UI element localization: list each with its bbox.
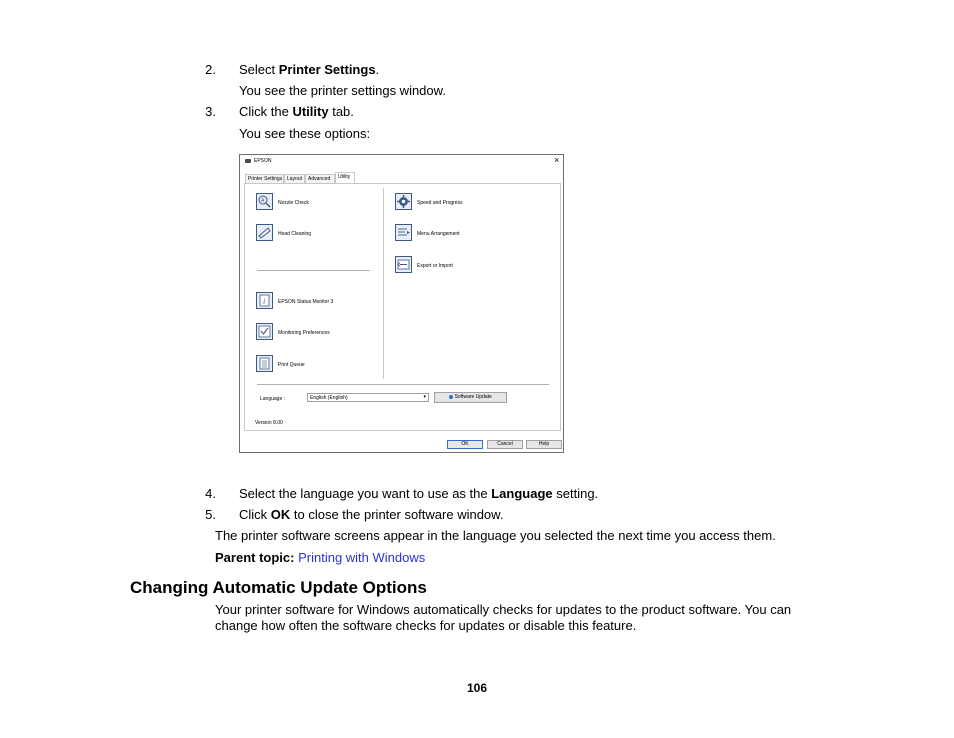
monitoring-preferences-label[interactable]: Monitoring Preferences bbox=[278, 330, 330, 336]
export-import-label[interactable]: Export or Import bbox=[417, 263, 453, 269]
tab-advanced[interactable]: Advanced bbox=[305, 174, 335, 183]
tab-layout[interactable]: Layout bbox=[284, 174, 305, 183]
menu-arrangement-label[interactable]: Menu Arrangement bbox=[417, 231, 460, 237]
parent-topic-link[interactable]: Printing with Windows bbox=[298, 550, 426, 565]
step-text-end: tab. bbox=[328, 104, 354, 119]
section-body-line-1: Your printer software for Windows automatically checks for updates to the product software. You can bbox=[215, 602, 792, 617]
page-number: 106 bbox=[466, 681, 488, 695]
gear-icon[interactable] bbox=[395, 193, 412, 210]
step-text-end: . bbox=[375, 62, 380, 77]
window-titlebar bbox=[240, 155, 563, 169]
info-icon[interactable] bbox=[256, 292, 273, 309]
close-icon[interactable]: × bbox=[554, 155, 560, 165]
cancel-button[interactable]: Cancel bbox=[487, 440, 523, 449]
step-number: 3. bbox=[205, 104, 216, 119]
column-separator bbox=[383, 188, 384, 379]
speed-progress-label[interactable]: Speed and Progress bbox=[417, 200, 463, 206]
step-bold: Language bbox=[491, 486, 553, 501]
software-update-label: Software Update bbox=[454, 394, 492, 400]
section-divider bbox=[257, 270, 370, 271]
window-title: EPSON bbox=[254, 158, 272, 164]
print-queue-label[interactable]: Print Queue bbox=[278, 362, 305, 368]
printer-icon bbox=[245, 159, 251, 163]
step-number: 2. bbox=[205, 62, 216, 77]
menu-arrangement-icon[interactable] bbox=[395, 224, 412, 241]
svg-text:i: i bbox=[263, 297, 266, 306]
step-text: Select bbox=[239, 62, 279, 77]
parent-topic bbox=[215, 550, 425, 566]
panel-divider bbox=[257, 384, 549, 385]
print-queue-icon[interactable] bbox=[256, 355, 273, 372]
head-cleaning-icon[interactable] bbox=[256, 224, 273, 241]
tab-printer-settings[interactable]: Printer Settings bbox=[245, 174, 284, 183]
step-bold: Utility bbox=[292, 104, 329, 119]
ok-button[interactable]: OK bbox=[447, 440, 483, 449]
svg-text:A: A bbox=[261, 198, 265, 204]
language-select[interactable] bbox=[307, 393, 429, 402]
section-heading: Changing Automatic Update Options bbox=[130, 578, 427, 597]
language-label: Language : bbox=[260, 396, 286, 402]
tab-utility[interactable]: Utility bbox=[335, 172, 355, 183]
nozzle-check-icon[interactable] bbox=[256, 193, 273, 210]
result-text: The printer software screens appear in the language you selected the next time you access them. bbox=[215, 528, 776, 543]
language-value: English (English) bbox=[310, 395, 348, 401]
section-body-line-2: change how often the software checks for updates or disable this feature. bbox=[215, 618, 637, 633]
step-number: 5. bbox=[205, 507, 216, 522]
step-text: Click the bbox=[239, 104, 293, 119]
status-monitor-label[interactable]: EPSON Status Monitor 3 bbox=[278, 299, 334, 305]
step-2-result: You see the printer settings window. bbox=[239, 83, 446, 98]
epson-window-screenshot bbox=[239, 154, 564, 453]
step-number: 4. bbox=[205, 486, 216, 501]
head-cleaning-label[interactable]: Head Cleaning bbox=[278, 231, 312, 237]
step-bold: Printer Settings bbox=[278, 62, 376, 77]
version-text: Version 8.00 bbox=[255, 420, 283, 426]
step-bold: OK bbox=[270, 507, 291, 522]
utility-panel bbox=[244, 183, 561, 431]
step-text-end: to close the printer software window. bbox=[290, 507, 504, 522]
checkbox-icon[interactable] bbox=[256, 323, 273, 340]
software-update-button[interactable] bbox=[434, 392, 507, 403]
step-text: Select the language you want to use as the bbox=[239, 486, 492, 501]
shield-icon bbox=[449, 395, 453, 399]
help-button[interactable]: Help bbox=[526, 440, 562, 449]
chevron-down-icon: ▾ bbox=[423, 394, 426, 400]
step-text-end: setting. bbox=[552, 486, 599, 501]
parent-topic-label: Parent topic: bbox=[215, 550, 295, 565]
export-import-icon[interactable] bbox=[395, 256, 412, 273]
step-3-result: You see these options: bbox=[239, 126, 371, 141]
nozzle-check-label[interactable]: Nozzle Check bbox=[278, 200, 309, 206]
step-text: Click bbox=[239, 507, 271, 522]
